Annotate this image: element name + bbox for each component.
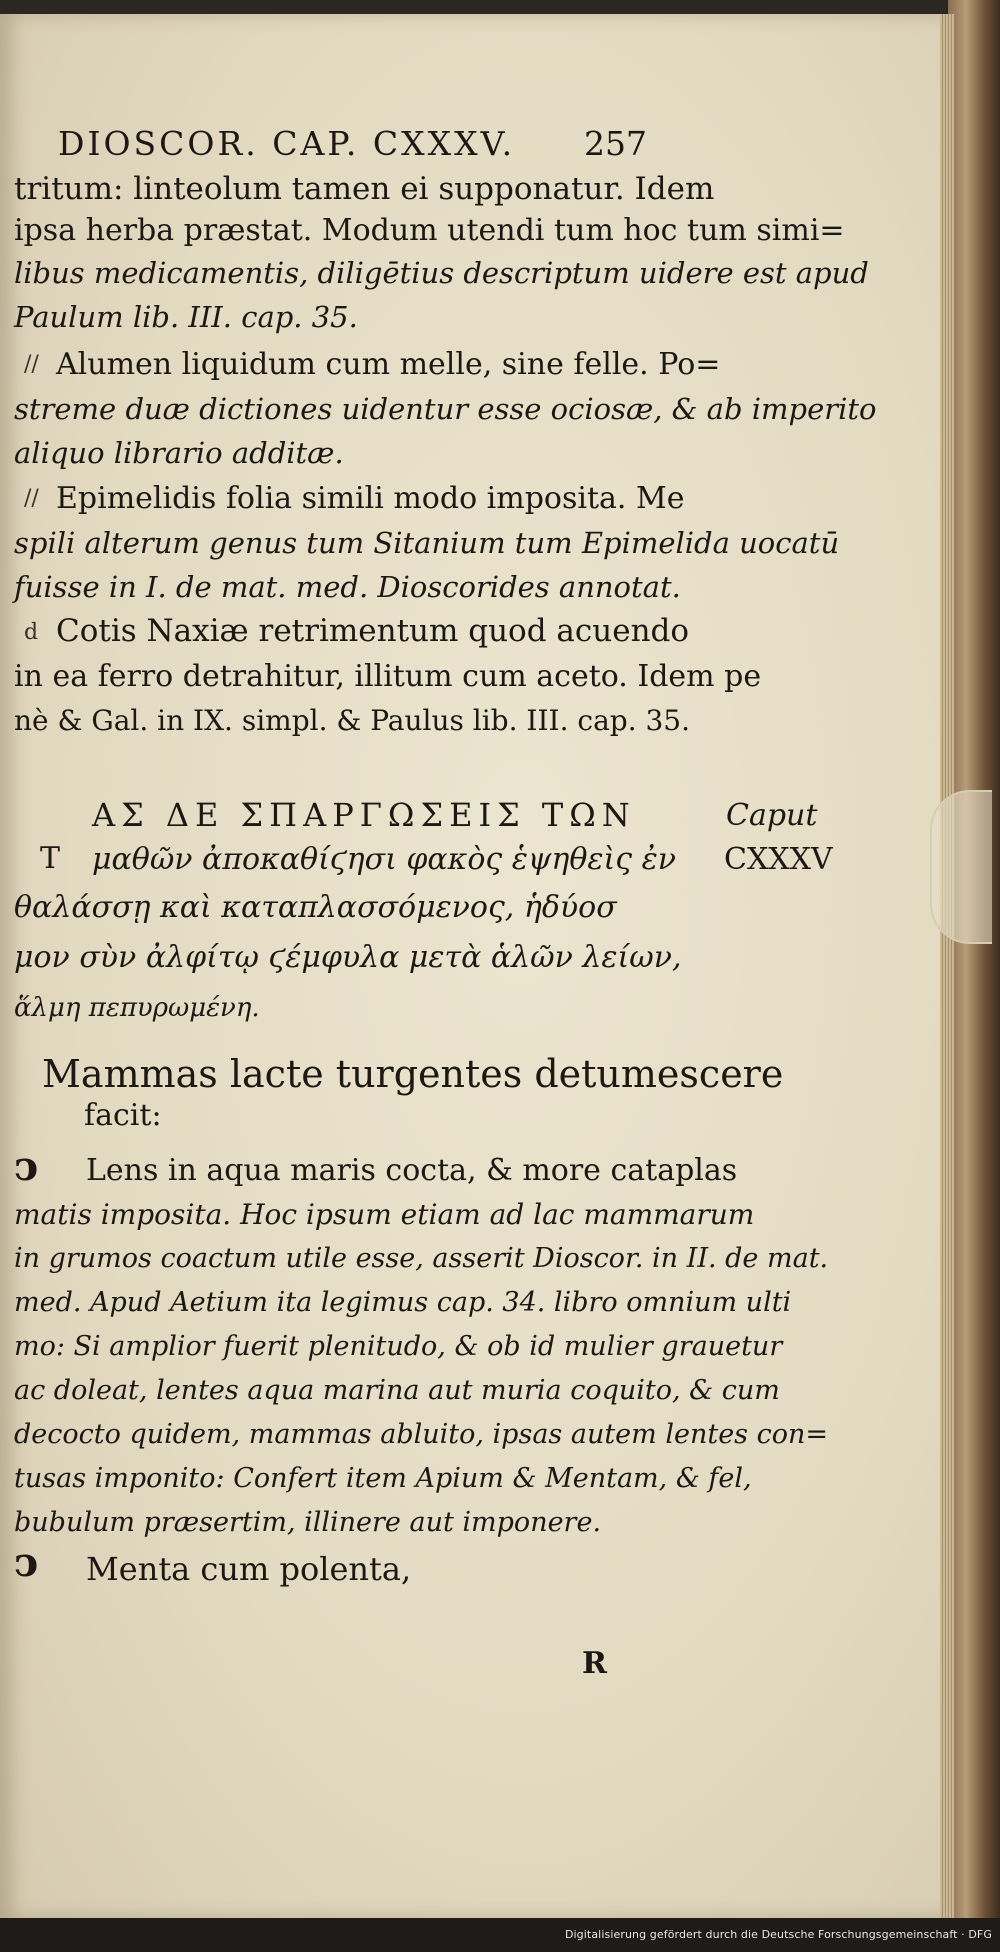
greek-caps-line: ΑΣ ΔΕ ΣΠΑΡΓΩΣΕΙΣ ΤΩΝ <box>92 796 636 834</box>
greek-line: μον σὺν ἀλφίτῳ ϛέμφυλα μετὰ ἁλῶν λείων, <box>14 940 682 975</box>
text-line: Menta cum polenta, <box>86 1550 412 1588</box>
text-line: mo: Si amplior fuerit plenitudo, & ob id mulier grauetur <box>14 1331 783 1362</box>
text-line: ipsa herba præstat. Modum utendi tum hoc tum simi= <box>14 213 845 248</box>
text-line: Cotis Naxiæ retrimentum quod acuendo <box>56 613 690 649</box>
text-line: Alumen liquidum cum melle, sine felle. Po= <box>56 347 721 382</box>
book-spine <box>948 0 1000 1952</box>
page-number: 257 <box>584 124 647 163</box>
page-tab <box>930 790 992 944</box>
side-heading-number: CXXXV <box>724 842 833 877</box>
text-line: Lens in aqua maris cocta, & more cataplas <box>86 1153 738 1188</box>
section-heading-continued: facit: <box>84 1098 162 1133</box>
text-line: fuisse in I. de mat. med. Dioscorides annotat. <box>14 570 681 604</box>
section-heading: Mammas lacte turgentes detumescere <box>42 1052 784 1096</box>
text-line: Paulum lib. III. cap. 35. <box>14 300 358 334</box>
margin-mark: // <box>24 352 39 377</box>
text-line: libus medicamentis, diligētius descriptum uidere est apud <box>14 256 869 290</box>
text-line: spili alterum genus tum Sitanium tum Epimelida uocatū <box>14 526 840 560</box>
text-line: in ea ferro detrahitur, illitum cum aceto. Idem pe <box>14 659 762 694</box>
greek-initial: T <box>40 841 61 876</box>
page-edges <box>940 14 954 1918</box>
side-heading-caput: Caput <box>726 798 818 833</box>
greek-line: θαλάσσῃ καὶ καταπλασσόμενος, ἡδύοσ <box>14 890 617 925</box>
paragraph-symbol: ↄ <box>14 1539 39 1586</box>
running-title: DIOSCOR. CAP. CXXXV. <box>58 124 516 163</box>
greek-line: μαθῶν ἀποκαθίϛησι φακὸς ἑψηθεὶς ἐν <box>92 842 676 877</box>
text-line: nè & Gal. in IX. simpl. & Paulus lib. III. cap. 35. <box>14 704 691 737</box>
text-line: med. Apud Aetium ita legimus cap. 34. libro omnium ulti <box>14 1287 792 1318</box>
text-line: Epimelidis folia simili modo imposita. Me <box>56 481 685 516</box>
text-line: streme duæ dictiones uidentur esse ociosæ, & ab imperito <box>14 392 877 426</box>
greek-line: ἅλμη πεπυρωμένη. <box>14 993 260 1023</box>
margin-mark: d <box>24 620 39 645</box>
digitization-credit: Digitalisierung gefördert durch die Deutsche Forschungsgemeinschaft · DFG <box>564 1928 992 1941</box>
text-line: matis imposita. Hoc ipsum etiam ad lac mammarum <box>14 1198 755 1231</box>
paragraph-symbol: ↄ <box>14 1143 39 1190</box>
signature-mark: R <box>582 1646 607 1681</box>
text-line: tritum: linteolum tamen ei supponatur. Idem <box>14 171 715 207</box>
text-line: decocto quidem, mammas abluito, ipsas autem lentes con= <box>14 1419 829 1450</box>
margin-mark: // <box>24 486 39 511</box>
text-line: in grumos coactum utile esse, asserit Dioscor. in II. de mat. <box>14 1243 829 1274</box>
text-line: ac doleat, lentes aqua marina aut muria coquito, & cum <box>14 1375 780 1406</box>
text-line: bubulum præsertim, illinere aut imponere. <box>14 1507 602 1538</box>
text-line: tusas imponito: Confert item Apium & Mentam, & fel, <box>14 1463 752 1494</box>
text-line: aliquo librario additæ. <box>14 436 344 470</box>
